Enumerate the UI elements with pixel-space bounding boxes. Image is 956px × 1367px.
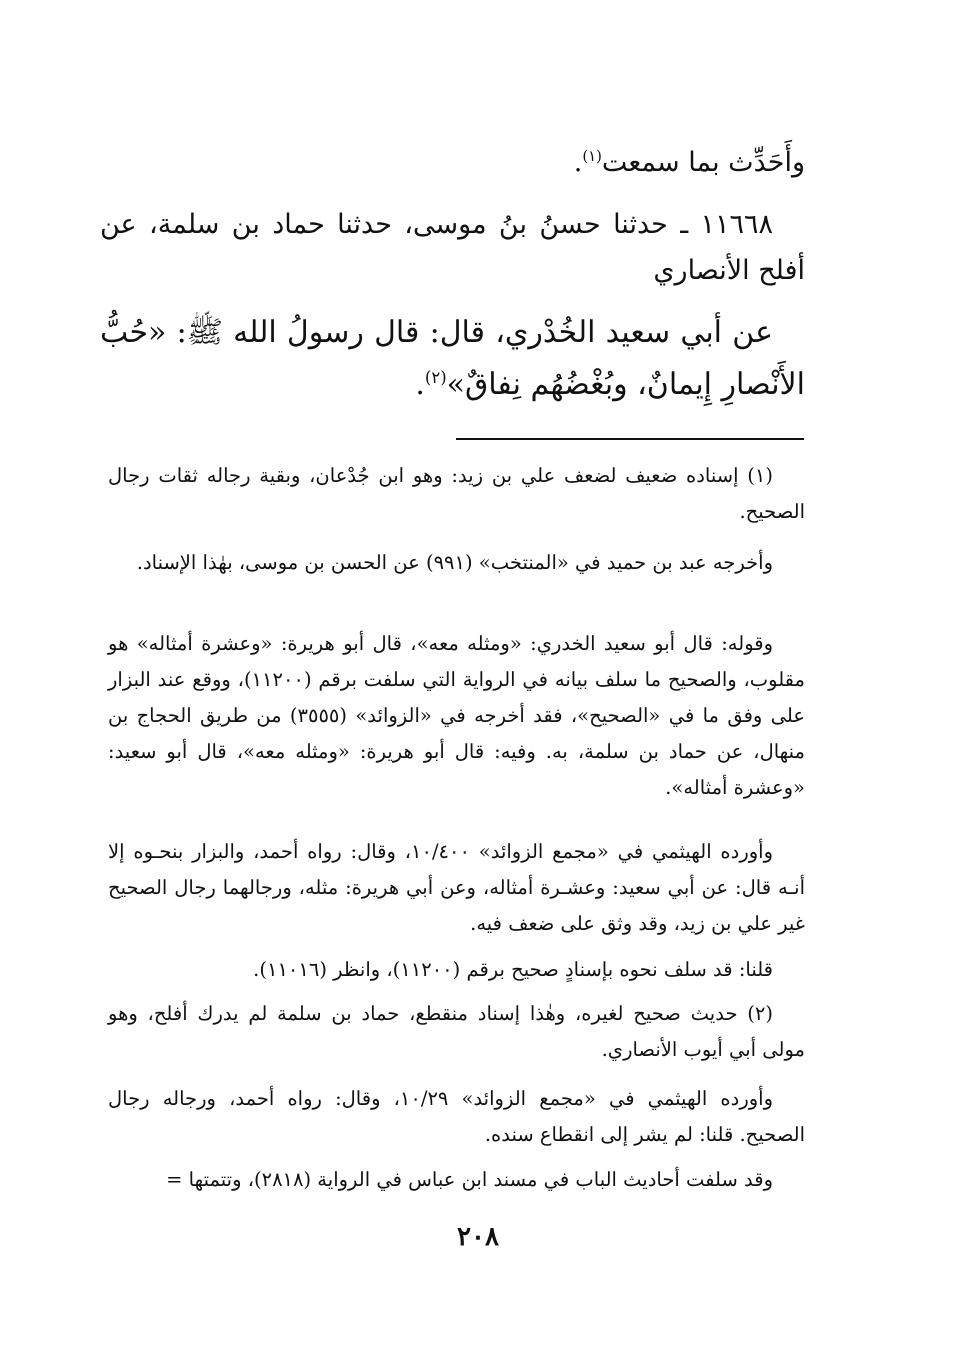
footnote-1-paragraph-4: وأورده الهيثمي في «مجمع الزوائد» ١٠/٤٠٠، وقال: رواه أحمد، والبزار بنحـوه إلا أنـه قال: عن أبي سعيد: وعشـرة أمثاله، وعن أبي هريرة: مثله، ورجالهما رجال الصحيح غير علي بن زيد، وقد وثق على ضعف فيه. (108, 840, 805, 935)
footnote-2-paragraph-3: وقد سلفت أحاديث الباب في مسند ابن عباس في الرواية (٢٨١٨)، وتتمتها = (166, 1168, 773, 1191)
footnote-1-paragraph-5: قلنا: قد سلف نحوه بإسنادٍ صحيح برقم (١١٢٠٠)، وانظر (١١٠١٦). (253, 958, 773, 981)
main-text-line-1-text: وأَحَدِّث بما سمعت (601, 147, 805, 178)
hadith-matn-end: . (415, 367, 425, 402)
page-number: ٢٠٨ (457, 1222, 499, 1252)
hadith-matn (100, 307, 805, 411)
footnote-separator (456, 438, 804, 440)
hadith-isnad: ١١٦٦٨ ـ حدثنا حسنُ بنُ موسى، حدثنا حماد بن سلمة، عن أفلح الأنصاري (100, 209, 805, 286)
hadith-matn-text: عن أبي سعيد الخُدْري، قال: قال رسولُ الله ﷺ: «حُبُّ الأَنْصارِ إِيمانٌ، وبُغْضُهُم نِفاقٌ» (100, 315, 805, 402)
footnote-2-paragraph-2: وأورده الهيثمي في «مجمع الزوائد» ١٠/٢٩، وقال: رواه أحمد، ورجاله رجال الصحيح. قلنا: لم يشر إلى انقطاع سنده. (108, 1087, 805, 1146)
footnote-ref-2: (٢) (424, 368, 447, 387)
footnote-ref-1: (١) (582, 147, 602, 165)
main-text-line-1 (100, 140, 805, 186)
footnote-1-paragraph-3: وقوله: قال أبو سعيد الخدري: «ومثله معه»، قال أبو هريرة: «وعشرة أمثاله» هو مقلوب، والصحيح ما سلف بيانه في الرواية التي سلفت برقم (١١٢٠٠)، ووقع عند البزار على وفق ما في «الصحيح»، فقد أخرجه في «الزوائد» (٣٥٥٥) من طريق الحجاج بن منهال، عن حماد بن سلمة، به. وفيه: قال أبو هريرة: «ومثله معه»، قال أبو سعيد: «وعشرة أمثاله». (108, 632, 805, 799)
footnote-2: (٢) حديث صحيح لغيره، وهٰذا إسناد منقطع، حماد بن سلمة لم يدرك أفلح، وهو مولى أبي أيوب الأنصاري. (108, 1002, 805, 1061)
footnote-1: (١) إسناده ضعيف لضعف علي بن زيد: وهو ابن جُدْعان، وبقية رجاله ثقات رجال الصحيح. (108, 464, 805, 523)
footnote-1-paragraph-2: وأخرجه عبد بن حميد في «المنتخب» (٩٩١) عن الحسن بن موسى، بهٰذا الإسناد. (136, 551, 773, 574)
main-text-line-1-end: . (573, 147, 583, 178)
